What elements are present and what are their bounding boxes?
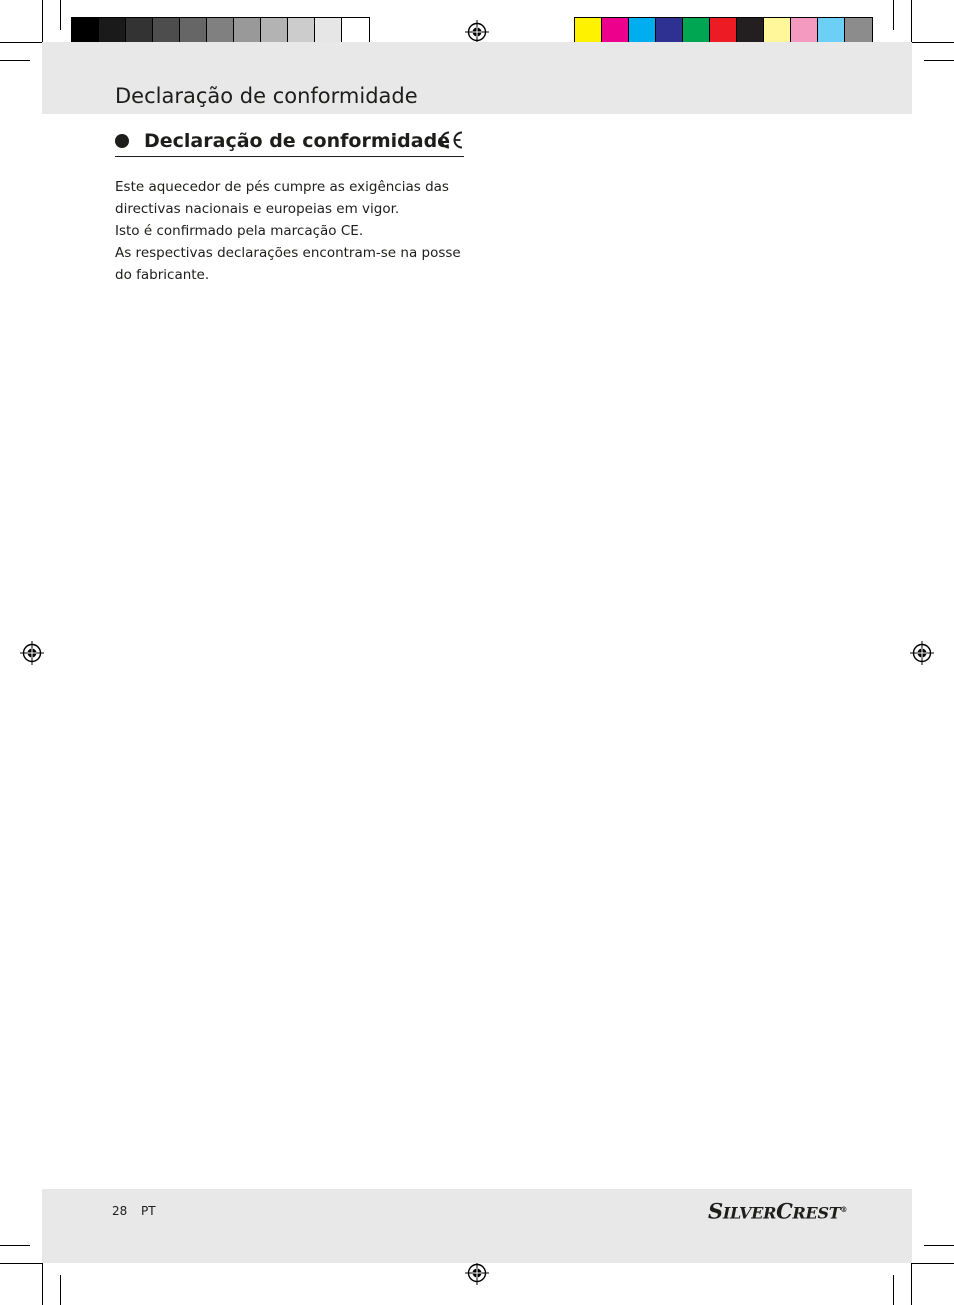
brand-logo: SILVERCREST® <box>708 1198 848 1224</box>
color-swatch <box>261 18 288 45</box>
color-swatch <box>737 18 764 45</box>
page-title: Declaração de conformidade <box>115 84 418 108</box>
language-code: PT <box>141 1204 156 1218</box>
crop-mark <box>60 0 61 30</box>
body-line: do fabricante. <box>115 267 210 283</box>
crop-mark <box>912 42 954 43</box>
color-swatch <box>153 18 180 45</box>
color-swatch <box>234 18 261 45</box>
color-swatch <box>342 18 369 45</box>
crop-mark <box>0 60 30 61</box>
crop-mark <box>60 1275 61 1305</box>
color-swatch <box>180 18 207 45</box>
color-swatch <box>845 18 872 45</box>
body-line: directivas nacionais e europeias em vigor. <box>115 201 400 217</box>
color-swatch <box>575 18 602 45</box>
color-swatch <box>629 18 656 45</box>
crop-mark <box>0 1245 30 1246</box>
crop-mark <box>893 1275 894 1305</box>
body-line: Isto é confirmado pela marcação CE. <box>115 223 364 239</box>
registration-mark-icon <box>20 641 44 665</box>
crop-mark <box>912 1263 954 1264</box>
color-swatch <box>72 18 99 45</box>
color-swatch <box>288 18 315 45</box>
color-swatch <box>315 18 342 45</box>
registration-mark-icon <box>910 641 934 665</box>
ce-mark-icon <box>438 130 464 150</box>
color-swatch <box>710 18 737 45</box>
registration-mark-icon <box>465 20 489 44</box>
bullet-icon <box>115 134 129 148</box>
color-swatch <box>656 18 683 45</box>
section-heading <box>115 128 464 157</box>
color-swatch <box>791 18 818 45</box>
crop-mark <box>924 60 954 61</box>
registration-mark-icon <box>465 1261 489 1285</box>
body-line: Este aquecedor de pés cumpre as exigências das <box>115 179 449 195</box>
crop-mark <box>893 0 894 30</box>
color-swatch <box>764 18 791 45</box>
color-swatch <box>602 18 629 45</box>
color-swatch <box>99 18 126 45</box>
body-paragraph <box>115 176 475 286</box>
crop-mark <box>924 1245 954 1246</box>
crop-mark <box>0 1263 42 1264</box>
page-number: 28 <box>112 1204 128 1218</box>
crop-mark <box>0 42 42 43</box>
color-swatch <box>683 18 710 45</box>
body-line: As respectivas declarações encontram-se na posse <box>115 245 461 261</box>
color-swatch <box>207 18 234 45</box>
color-swatch <box>818 18 845 45</box>
section-heading-text: Declaração de conformidade <box>144 130 451 152</box>
color-swatch <box>126 18 153 45</box>
